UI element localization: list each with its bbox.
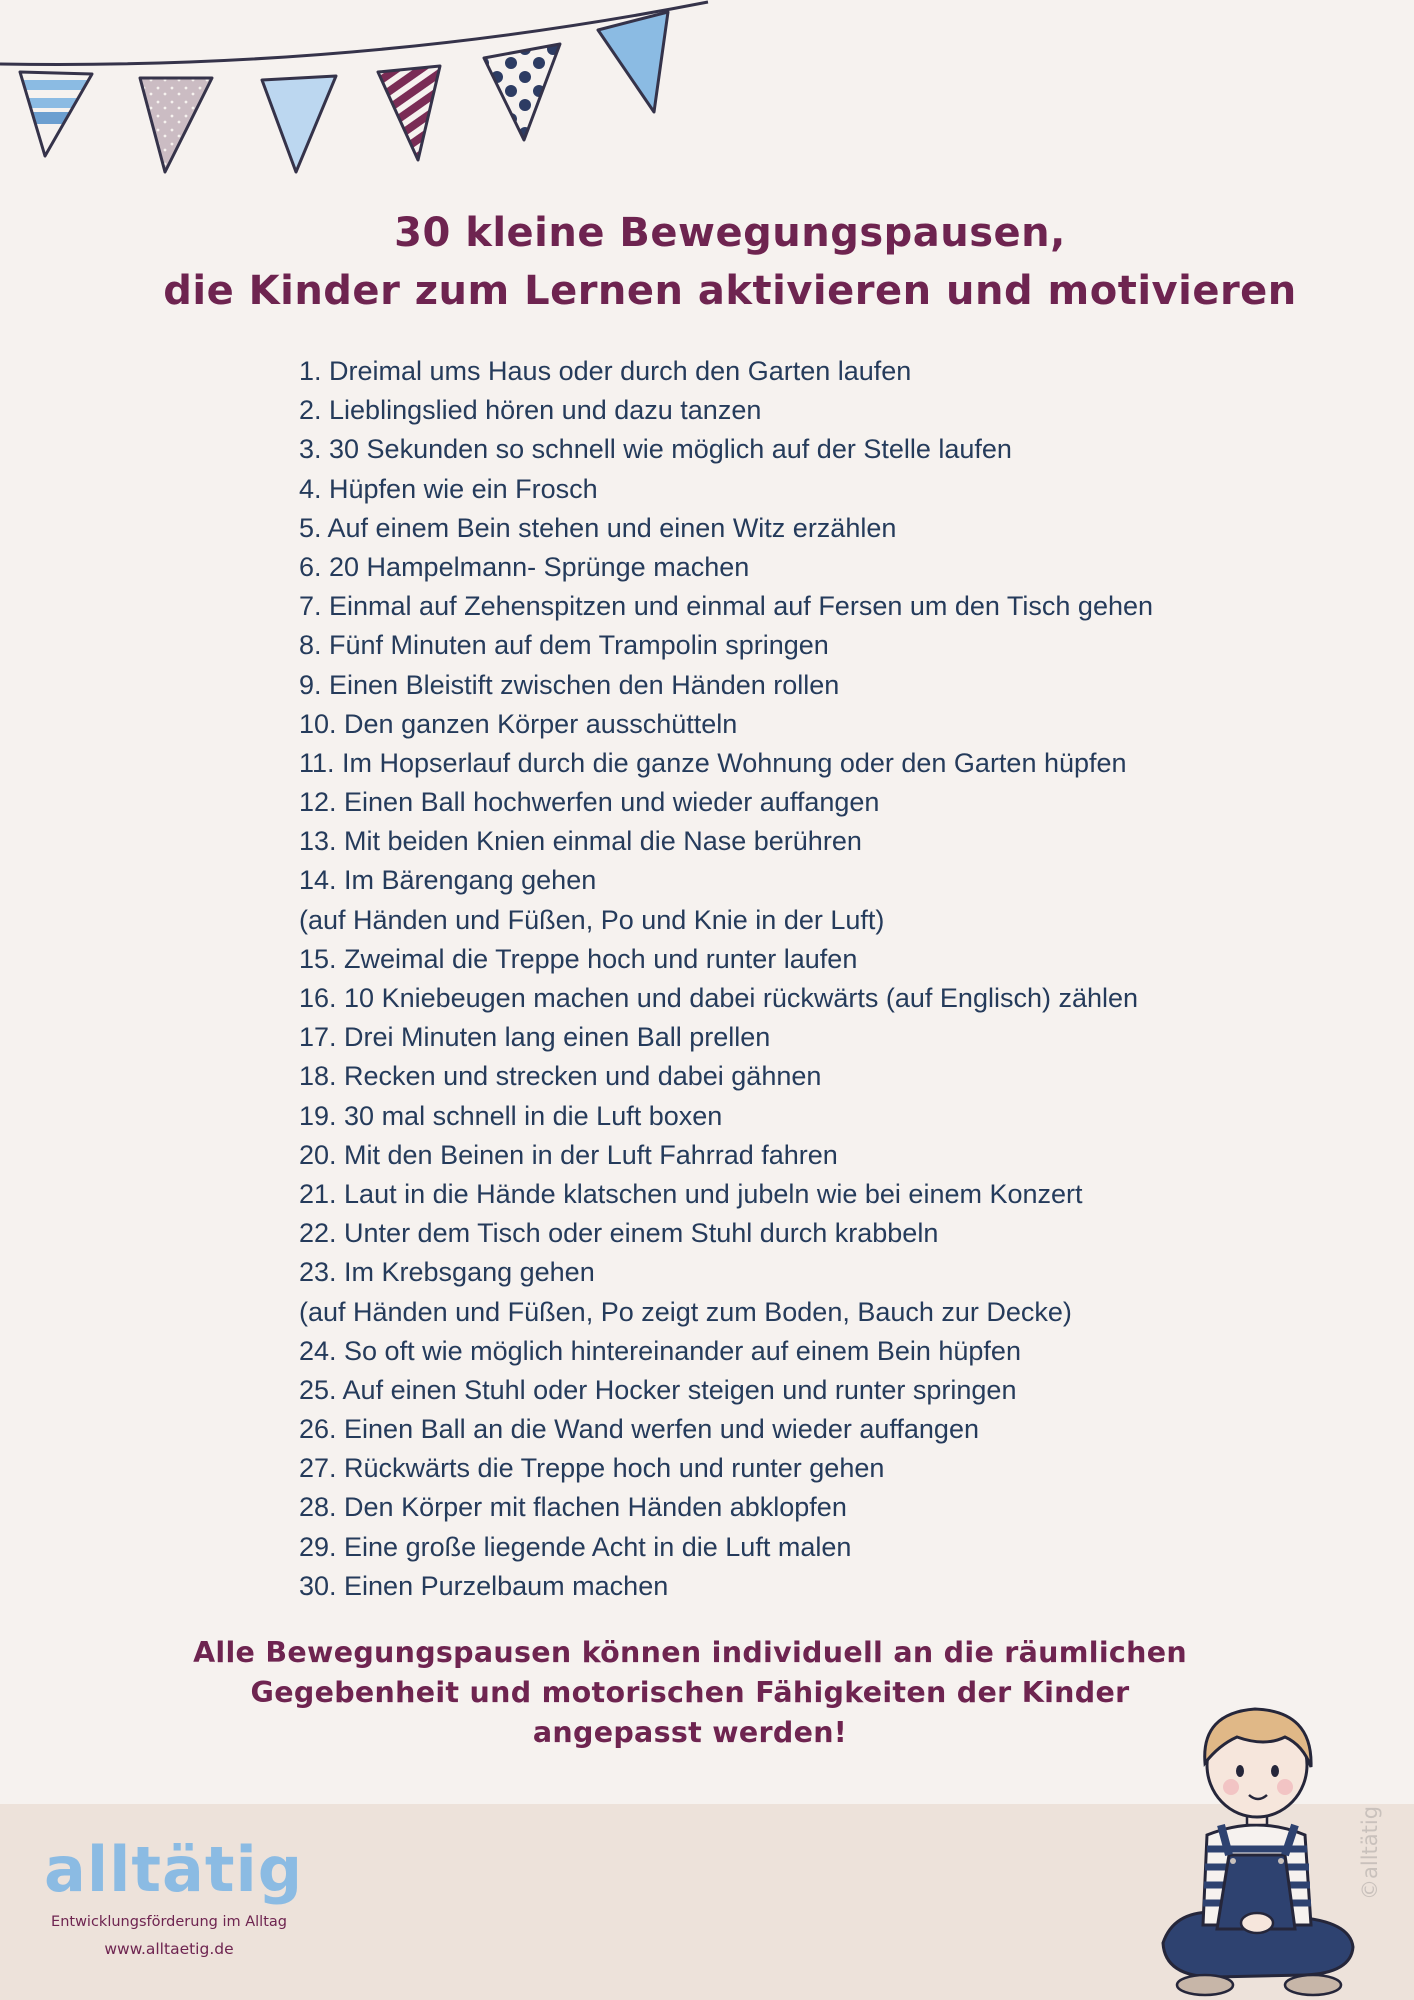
list-item: 27. Rückwärts die Treppe hoch und runter gehen [299,1453,885,1484]
list-item: 23. Im Krebsgang gehen [299,1257,595,1288]
list-item: 25. Auf einen Stuhl oder Hocker steigen und runter springen [299,1374,1017,1405]
list-item: 8. Fünf Minuten auf dem Trampolin springen [299,630,829,661]
list-item: 21. Laut in die Hände klatschen und jubeln wie bei einem Konzert [299,1178,1083,1209]
list-item: 20. Mit den Beinen in der Luft Fahrrad fahren [299,1139,838,1170]
list-item: 26. Einen Ball an die Wand werfen und wieder auffangen [299,1414,979,1445]
list-item: 4. Hüpfen wie ein Frosch [299,473,598,504]
list-item: 24. So oft wie möglich hintereinander auf einem Bein hüpfen [299,1335,1021,1366]
list-item: 1. Dreimal ums Haus oder durch den Garten laufen [299,356,912,386]
closing-line: Alle Bewegungspausen können individuell an die räumlichen [193,1636,1187,1669]
bunting-garland-icon [0,0,720,190]
list-item: 6. 20 Hampelmann- Sprünge machen [299,551,750,582]
list-item: 3. 30 Sekunden so schnell wie möglich auf der Stelle laufen [299,434,1012,465]
closing-line: Gegebenheit und motorischen Fähigkeiten der Kinder [250,1676,1130,1709]
list-item: 16. 10 Kniebeugen machen und dabei rückwärts (auf Englisch) zählen [299,983,1139,1013]
list-item: 28. Den Körper mit flachen Händen abklopfen [299,1492,847,1523]
title-line: 30 kleine Bewegungspausen, [394,210,1066,256]
list-item: 19. 30 mal schnell in die Luft boxen [299,1100,723,1131]
sitting-child-illustration-icon [1145,1685,1365,2000]
list-item: 15. Zweimal die Treppe hoch und runter laufen [299,943,858,974]
list-item: 13. Mit beiden Knien einmal die Nase berühren [299,826,862,857]
title-line: die Kinder zum Lernen aktivieren und motivieren [163,268,1297,314]
brand-url-link[interactable]: www.alltaetig.de [104,1940,234,1958]
list-item: 11. Im Hopserlauf durch die ganze Wohnung oder den Garten hüpfen [299,747,1127,778]
list-item: 7. Einmal auf Zehenspitzen und einmal auf Fersen um den Tisch gehen [299,591,1154,622]
closing-line: angepasst werden! [532,1716,848,1749]
list-item-note: (auf Händen und Füßen, Po und Knie in der Luft) [299,904,885,935]
brand-logo: alltätig [44,1833,304,1906]
list-item: 5. Auf einem Bein stehen und einen Witz erzählen [299,512,897,543]
list-item: 10. Den ganzen Körper ausschütteln [299,708,738,739]
list-item: 30. Einen Purzelbaum machen [299,1570,669,1601]
list-item: 17. Drei Minuten lang einen Ball prellen [299,1022,771,1053]
list-item: 9. Einen Bleistift zwischen den Händen rollen [299,669,840,700]
list-item: 18. Recken und strecken und dabei gähnen [299,1061,822,1092]
page-title [0,204,1414,320]
list-item-note: (auf Händen und Füßen, Po zeigt zum Boden, Bauch zur Decke) [299,1296,1072,1327]
list-item: 22. Unter dem Tisch oder einem Stuhl durch krabbeln [299,1218,939,1249]
copyright-note: ©alltätig [1358,1805,1382,1900]
list-item: 14. Im Bärengang gehen [299,865,597,896]
list-item: 2. Lieblingslied hören und dazu tanzen [299,395,762,426]
activity-list [299,352,1259,1606]
list-item: 29. Eine große liegende Acht in die Luft malen [299,1531,852,1562]
list-item: 12. Einen Ball hochwerfen und wieder auffangen [299,787,880,818]
brand-tagline: Entwicklungsförderung im Alltag [51,1914,287,1930]
